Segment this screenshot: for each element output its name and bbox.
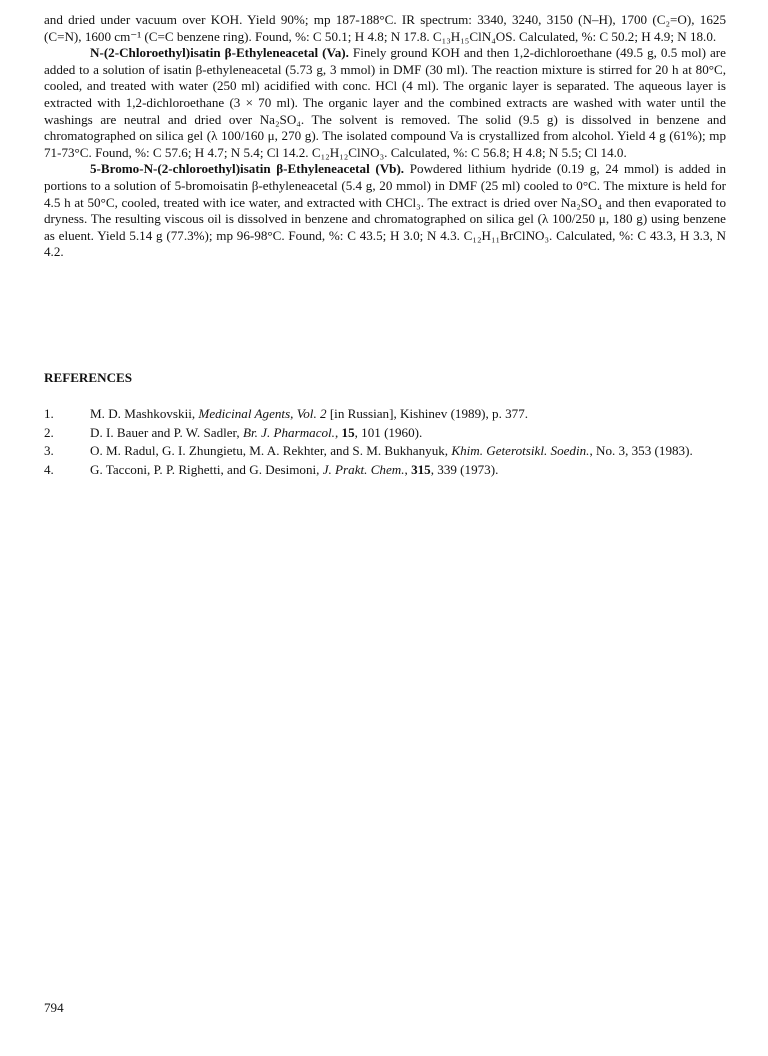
reference-source: Medicinal Agents, Vol. 2 <box>198 406 327 421</box>
reference-text: D. I. Bauer and P. W. Sadler, Br. J. Pharmacol., 15, 101 (1960). <box>90 424 423 440</box>
paragraph-continuation <box>44 12 726 45</box>
reference-authors: D. I. Bauer and P. W. Sadler, <box>90 424 243 440</box>
compound-heading: N-(2-Chloroethyl)isatin β-Ethyleneacetal (Va). <box>90 45 349 61</box>
body-text <box>44 12 726 261</box>
reference-item <box>44 462 726 479</box>
references-heading: REFERENCES <box>44 370 133 385</box>
reference-volume: 15 <box>341 424 355 440</box>
references-list <box>44 406 726 480</box>
paragraph-compound-vb <box>44 161 726 261</box>
reference-authors: M. D. Mashkovskii, <box>90 406 199 421</box>
reference-text <box>90 406 726 423</box>
reference-source: J. Prakt. Chem. <box>322 461 405 477</box>
reference-number: 3. <box>44 443 54 459</box>
reference-authors: O. M. Radul, G. I. Zhungietu, M. A. Rekhter, and S. M. Bukhanyuk, <box>90 443 452 459</box>
reference-details: , 339 (1973). <box>430 461 499 477</box>
compound-heading: 5-Bromo-N-(2-chloroethyl)isatin β-Ethyleneacetal (Vb). <box>90 161 405 177</box>
paragraph-text: Powdered lithium hydride (0.19 g, 24 mmol) is added in portions to a solution of 5-bromoisatin β-ethyleneacetal (5.4 g, 20 mmol) in DMF (25 ml) cooled to 0°C. The mixture is held for 4.5 h at 50°C, cooled, treated with ice water, and extracted with CHCl₃. The extract is dried over Na₂SO₄ and then evaporated to dryness. The resulting viscous oil is dissolved in benzene and chromatographed on silica gel (λ 100/250 μ, 180 g) using benzene as eluent. Yield 5.14 g (77.3%); mp 96-98°C. Found, %: C 43.5; H 3.0; N 4.3. C₁₂H₁₁BrClNO₃. Calculated, %: C 43.3, H 3.3, N 4.2. <box>44 161 727 260</box>
paragraph-compound-va <box>44 45 726 161</box>
reference-number: 4. <box>44 461 54 477</box>
reference-item <box>44 425 726 442</box>
reference-text: G. Tacconi, P. P. Righetti, and G. Desimoni, J. Prakt. Chem., 315, 339 (1973). <box>90 461 499 477</box>
reference-details: [in Russian], Kishinev (1989), p. 377. <box>326 406 529 421</box>
reference-source: Br. J. Pharmacol. <box>242 424 335 440</box>
reference-details: , No. 3, 353 (1983). <box>589 443 693 459</box>
reference-text <box>90 443 726 460</box>
reference-item <box>44 443 726 460</box>
reference-authors: G. Tacconi, P. P. Righetti, and G. Desimoni, <box>90 461 323 477</box>
page-number: 794 <box>44 1000 64 1015</box>
reference-number: 1. <box>44 406 54 421</box>
reference-details: , 101 (1960). <box>354 424 423 440</box>
paragraph-text: and dried under vacuum over KOH. Yield 90%; mp 187-188°C. IR spectrum: 3340, 3240, 3150 (N–H), 1700 (C₂=O), 1625 (C=N), 1600 cm⁻¹ (C=C benzene ring). Found, %: C 50.1; H 4.8; N 17.8. C₁₃H₁₅ClN₄OS. Calculated, %: C 50.2; H 4.9; N 18.0. <box>44 12 726 44</box>
reference-item <box>44 406 726 423</box>
reference-source: Khim. Geterotsikl. Soedin. <box>451 443 590 459</box>
reference-number: 2. <box>44 424 54 440</box>
paragraph-text: Finely ground KOH and then 1,2-dichloroethane (49.5 g, 0.5 mol) are added to a solution of isatin β-ethyleneacetal (5.73 g, 3 mmol) in DMF (30 ml). The reaction mixture is stirred for 20 h at 80°C, cooled, and treated with water (250 ml) acidified with conc. HCl (4 ml). The organic layer is separated. The aqueous layer is extracted with 1,2-dichloroethane (3 × 70 ml). The organic layer and the combined extracts are washed with water until the washings are neutral and dried over Na₂SO₄. The solvent is removed. The solid (9.5 g) is dissolved in benzene and chromatographed on silica gel (λ 100/160 μ, 270 g). The isolated compound Va is crystallized from alcohol. Yield 4 g (61%); mp 71-73°C. Found, %: C 57.6; H 4.7; N 5.4; Cl 14.2. C₁₂H₁₂ClNO₃. Calculated, %: C 56.8; H 4.8; N 5.5; Cl 14.0. <box>44 45 726 160</box>
reference-volume: 315 <box>411 461 431 477</box>
